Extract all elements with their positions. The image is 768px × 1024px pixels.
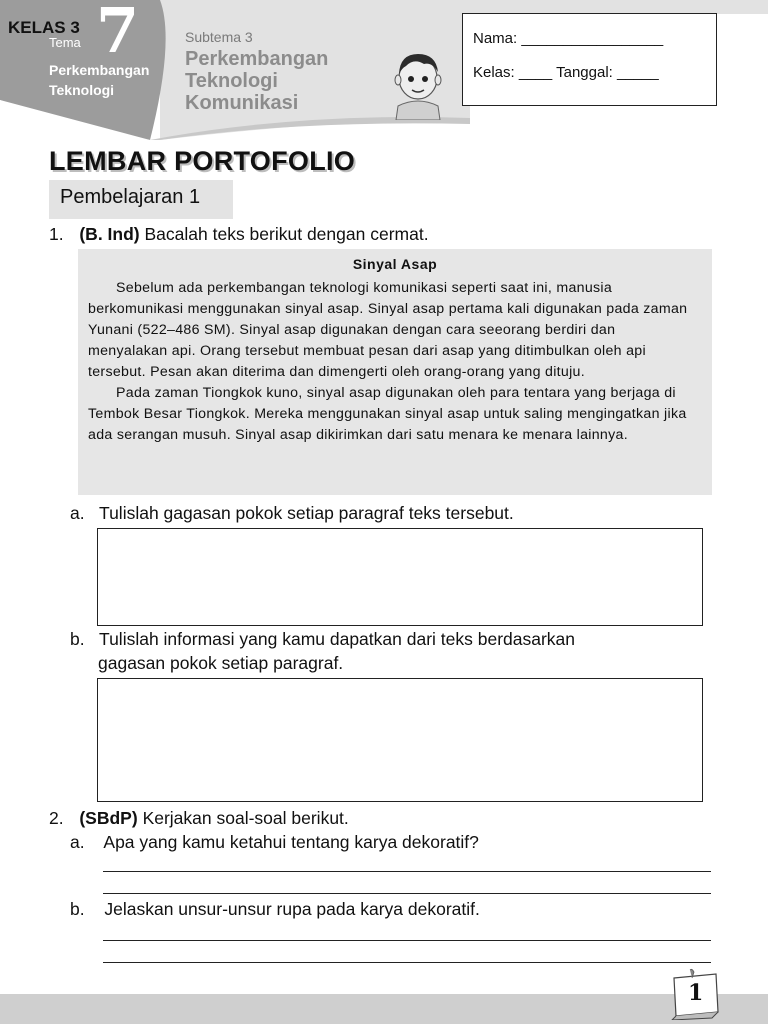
subtheme-label: Subtema 3 xyxy=(185,29,253,45)
question-1a-text: Tulislah gagasan pokok setiap paragraf teks tersebut. xyxy=(99,503,514,523)
question-2b-label: b. xyxy=(70,899,85,919)
question-1b-line-1: Tulislah informasi yang kamu dapatkan dari teks berdasarkan xyxy=(99,629,576,649)
footer-band xyxy=(0,994,768,1024)
reading-title: Sinyal Asap xyxy=(352,256,438,272)
question-2-subject: (SBdP) xyxy=(79,808,138,828)
question-2 xyxy=(49,808,349,829)
answer-box-1a[interactable] xyxy=(97,528,703,626)
theme-number: 7 xyxy=(96,0,140,67)
answer-line[interactable] xyxy=(103,940,711,941)
subtheme-title: Perkembangan Teknologi Komunikasi xyxy=(185,48,329,114)
question-1a-label: a. xyxy=(70,503,85,523)
question-2-instruction: Kerjakan soal-soal berikut. xyxy=(142,808,349,828)
lesson-label: Pembelajaran 1 xyxy=(60,186,201,208)
answer-line[interactable] xyxy=(103,871,711,872)
question-1b-line-2: gagasan pokok setiap paragraf. xyxy=(98,653,344,673)
class-date-field[interactable]: Kelas: ____ Tanggal: _____ xyxy=(473,64,659,81)
question-1-instruction: Bacalah teks berikut dengan cermat. xyxy=(144,224,429,244)
student-info-box xyxy=(462,13,717,106)
page-number: 1 xyxy=(688,980,704,1006)
class-label: KELAS 3 xyxy=(8,18,80,37)
answer-line[interactable] xyxy=(103,962,711,963)
theme-word: Tema xyxy=(49,35,81,50)
reading-text xyxy=(88,278,698,446)
reading-paragraph-1: Sebelum ada perkembangan teknologi komunikasi seperti saat ini, manusia berkomunikasi menggunakan sinyal asap. Sinyal asap pertama kali digunakan pada zaman Yunani (522–486 SM). Sinyal asap digunakan dengan cara seeorang berdiri dan menyalakan api. Orang tersebut membuat pesan dari asap yang ditimbulkan oleh api tersebut. Pesan akan diterima dan dimengerti oleh orang-orang yang dituju. xyxy=(88,280,688,380)
name-field[interactable]: Nama: _________________ xyxy=(473,30,664,47)
question-1-subject: (B. Ind) xyxy=(79,224,140,244)
question-2a xyxy=(70,832,479,853)
reading-paragraph-2: Pada zaman Tiongkok kuno, sinyal asap digunakan oleh para tentara yang berjaga di Tembok Besar Tiongkok. Mereka menggunakan sinyal asap untuk saling mengingatkan jika ada serangan musuh. Sinyal asap dikirimkan dari satu menara ke menara lainnya. xyxy=(88,385,687,443)
page-title: LEMBAR PORTOFOLIO xyxy=(49,146,356,176)
question-1b xyxy=(70,629,575,650)
question-2a-label: a. xyxy=(70,832,85,852)
question-1b-label: b. xyxy=(70,629,85,649)
question-2a-text: Apa yang kamu ketahui tentang karya dekoratif? xyxy=(103,832,479,852)
question-1 xyxy=(49,224,429,245)
question-2-number: 2. xyxy=(49,808,64,828)
question-1a xyxy=(70,503,514,524)
answer-box-1b[interactable] xyxy=(97,678,703,802)
question-2b-text: Jelaskan unsur-unsur rupa pada karya dekoratif. xyxy=(104,899,480,919)
question-1-number: 1. xyxy=(49,224,64,244)
answer-line[interactable] xyxy=(103,893,711,894)
theme-title: Perkembangan Teknologi xyxy=(49,62,150,98)
question-2b xyxy=(70,899,480,920)
student-illustration xyxy=(388,46,448,120)
